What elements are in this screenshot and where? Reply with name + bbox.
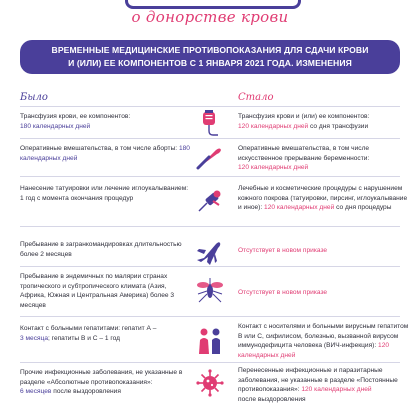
row-2-after-highlight: 120 календарных дней [238,164,309,172]
row-7-after-text: Перенесенные инфекционные и паразитарные заболевания, не указанные в разделе «Постоянные противопоказания»: [238,367,398,394]
row-1-after-text: Трансфузия крови и (или) ее компонентов: [238,113,370,120]
row-7-before-text: Прочие инфекционные заболевания, не указанные в разделе «Абсолютные противопоказания»: [20,369,183,386]
blood-bag-icon [192,108,228,138]
row-divider [20,138,400,139]
row-5-before [20,272,190,310]
row-divider [20,316,400,317]
virus-icon [192,368,228,398]
row-2-after [238,144,410,173]
page-subtitle: о донорстве крови [131,8,289,26]
row-divider [20,176,400,177]
row-5-after-text: Отсутствует в новом приказе [238,289,328,296]
row-4-before-text: Пребывание в загранкомандировках длительностью более 2 месяцев [20,241,182,258]
people-icon [192,326,228,356]
row-3-after [238,184,410,213]
row-5-before-text: Пребывание в эндемичных по малярии странах тропического и субтропического климата (Азия, Африка, Южная и Центральная Америка) более 3 месяцев [20,273,175,309]
row-7-after-suffix: после выздоровления [238,395,306,403]
row-divider [20,362,400,363]
row-4-after-text: Отсутствует в новом приказе [238,247,328,254]
tattoo-machine-icon [192,186,228,216]
row-7-before-highlight: 6 месяцев [20,388,52,396]
row-6-before-highlight: 3 месяца [20,334,49,342]
row-divider [20,226,400,227]
row-6-after-highlight: 120 календарных дней [238,342,390,359]
row-7-after-highlight: 120 календарных дней [301,386,372,394]
row-2-before-highlight: 180 календарных дней [20,145,190,162]
row-3-after-highlight: 120 календарных дней [264,204,335,212]
row-3-after-suffix: со дня процедуры [334,204,392,212]
row-6-before-text: Контакт с больными гепатитами: гепатит А – [20,325,157,332]
row-1-after [238,112,410,131]
row-3-before-text: Нанесение татуировки или лечение иглоукалыванием: 1 год с момента окончания процедур [20,185,189,202]
row-3-before [20,184,190,203]
row-2-before [20,144,190,163]
row-6-before [20,324,190,343]
title-banner [20,40,400,74]
row-1-before [20,112,190,131]
row-1-before-text: Трансфузия крови, ее компонентов: [20,113,131,120]
row-divider [20,266,400,267]
airplane-icon [192,238,228,268]
row-1-after-highlight: 120 календарных дней [238,122,309,130]
row-6-after-text: Контакт с носителями и больными вирусным гепатитом В или С, сифилисом, болезнью, вызванной вирусом иммунодефицита человека (ВИЧ-инфекция): [238,323,409,350]
row-divider [20,106,400,107]
row-2-after-text: Оперативные вмешательства, в том числе искусственное прерывание беременности: [238,145,370,162]
scalpel-icon [192,142,228,172]
row-5-after [238,288,410,298]
row-1-after-suffix: со дня трансфузии [308,122,369,130]
banner-line-2: И (ИЛИ) ЕЕ КОМПОНЕНТОВ С 1 ЯНВАРЯ 2021 ГОДА. ИЗМЕНЕНИЯ [68,58,352,68]
mosquito-icon [192,276,228,306]
column-heading-after: Стало [238,92,274,103]
row-7-before-suffix: после выздоровления [51,388,121,396]
row-6-before-suffix: ; гепатиты В и С – 1 год [48,334,120,342]
row-4-after [238,246,410,256]
column-heading-before: Было [20,92,48,103]
row-7-after [238,366,410,404]
row-7-before [20,368,190,397]
row-3-after-text: Лечебные и косметические процедуры с нарушением кожного покрова (татуировки, пирсинг, иглоукалывание и иное): [238,185,408,212]
row-4-before [20,240,190,259]
banner-line-1: ВРЕМЕННЫЕ МЕДИЦИНСКИЕ ПРОТИВОПОКАЗАНИЯ ДЛЯ СДАЧИ КРОВИ [51,45,369,55]
row-2-before-text: Оперативные вмешательства, в том числе аборты: [20,145,179,152]
header [0,0,420,44]
row-6-after [238,322,410,360]
row-1-before-highlight: 180 календарных дней [20,122,91,130]
